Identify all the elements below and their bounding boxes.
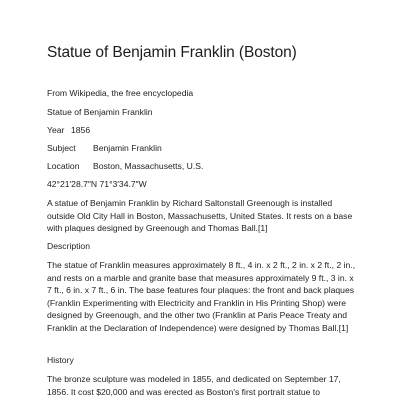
description-heading: Description (47, 241, 90, 251)
history-heading: History (47, 355, 74, 365)
subject-value: Benjamin Franklin (93, 143, 162, 153)
subject-label: Subject (47, 143, 76, 153)
location-value: Boston, Massachusetts, U.S. (93, 161, 204, 171)
intro-paragraph: A statue of Benjamin Franklin by Richard Saltonstall Greenough is installed outside Old City Hall in Boston, Massachusetts, United States. It rests on a base with plaques designed by Greenough and Thomas Ball.[1] (47, 198, 353, 234)
infobox-year-row (47, 125, 247, 136)
location-label: Location (47, 161, 80, 171)
infobox-subject-row (47, 143, 247, 154)
source-line: From Wikipedia, the free encyclopedia (47, 88, 194, 98)
page-title: Statue of Benjamin Franklin (Boston) (47, 44, 297, 61)
coordinates: 42°21′28.7″N 71°3′34.7″W (47, 179, 147, 189)
year-label: Year (47, 125, 65, 135)
infobox-title: Statue of Benjamin Franklin (47, 107, 153, 117)
year-value: 1856 (71, 125, 91, 135)
history-paragraph: The bronze sculpture was modeled in 1855, and dedicated on September 17, 1856. It cost $20,000 and was erected as Boston's first portrait statue to (47, 374, 341, 397)
description-paragraph: The statue of Franklin measures approximately 8 ft., 4 in. x 2 ft., 2 in. x 2 ft., 2 in., and rests on a marble and granite base that measures approximately 9 ft., 3 in. x 7 ft., 6 in. x 7 ft., 6 in. The base features four plaques: the front and back plaques (Franklin Experimenting with Electricity and Franklin in His Printing Shop) were designed by Greenough, and the other two (Franklin at Paris Peace Treaty and Franklin at the Declaration of Independence) were designed by Thomas Ball.[1] (47, 260, 356, 333)
infobox-location-row (47, 161, 247, 172)
